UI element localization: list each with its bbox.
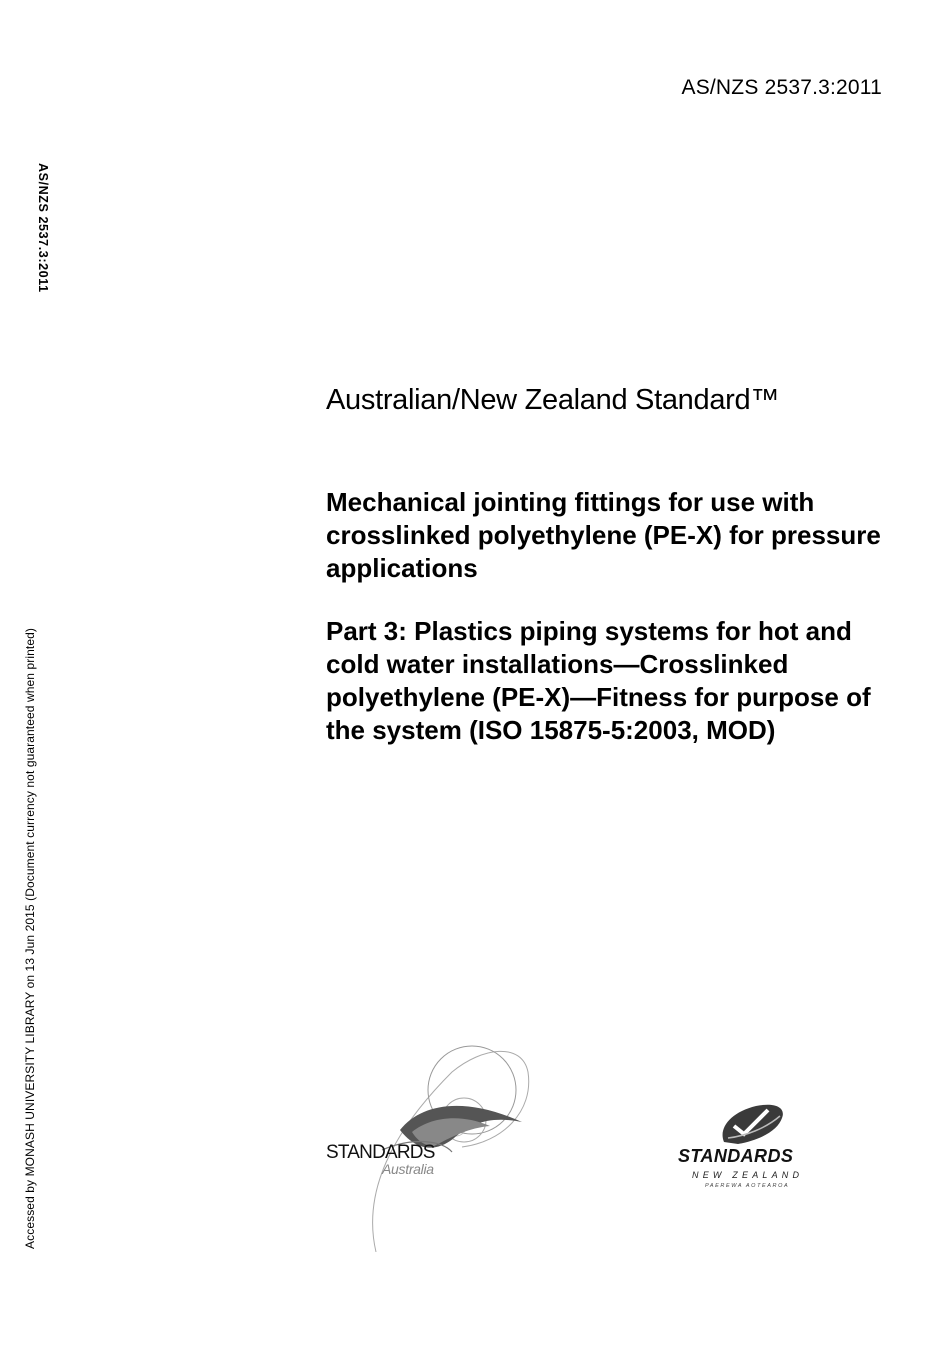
standards-nz-wordmark: STANDARDS [678,1146,794,1166]
document-number: AS/NZS 2537.3:2011 [681,76,882,99]
spine-label: AS/NZS 2537.3:2011 [36,163,50,293]
access-notice: Accessed by MONASH UNIVERSITY LIBRARY on 13 Jun 2015 (Document currency not guaranteed when printed) [23,628,37,1249]
standards-australia-subtitle: Australia [382,1161,434,1177]
document-title: Mechanical jointing fittings for use with crosslinked polyethylene (PE-X) for pressure applications [326,487,881,583]
standards-australia-logo [322,1042,537,1252]
standards-nz-emblem [676,1100,826,1150]
standards-nz-maori-name: PAEREWA AOTEAROA [705,1183,790,1189]
standards-nz-country: NEW ZEALAND [692,1170,804,1180]
standard-series-title: Australian/New Zealand Standard™ [326,384,780,416]
standards-australia-wordmark: STANDARDS [326,1142,435,1163]
standards-new-zealand-logo [676,1100,826,1195]
part-title: Part 3: Plastics piping systems for hot and cold water installations—Crosslinked polyethylene (PE-X)—Fitness for purpose of the system (ISO 15875-5:2003, MOD) [326,616,871,745]
